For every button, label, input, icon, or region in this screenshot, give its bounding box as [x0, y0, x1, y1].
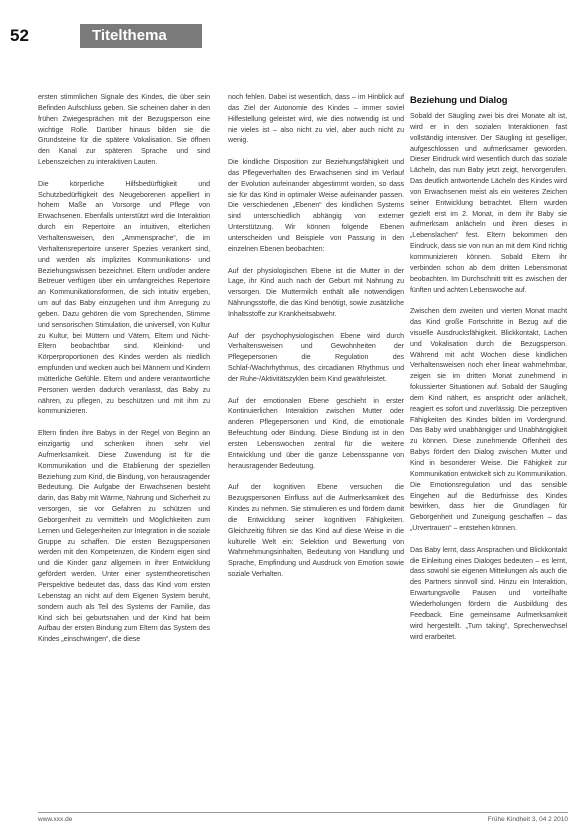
text-column-1 [38, 92, 210, 656]
footer-website: www.xxx.de [38, 816, 73, 823]
section-heading: Beziehung und Dialog [410, 94, 508, 105]
paragraph: Die kindliche Disposition zur Beziehungsfähigkeit und das Pflegeverhalten des Erwachsenen sind im Verlauf der Evolution aufeinander abgestimmt worden, so dass sie für das Kind in optimaler Weise aufeinander passen. Die verschiedenen „Ebenen“ des kindlichen Systems sind unterschiedlich abhängig von externer Unterstützung. Wir können folgende Ebenen unterscheiden und Beispiele von Passung in den einzelnen Ebenen beobachten: [228, 158, 404, 253]
paragraph: ersten stimmlichen Signale des Kindes, die über sein Befinden Aufschluss geben. Sie scheinen daher in den frühen Zwiegesprächen mit der Bezugsperson eine wichtige Rolle. Darüber hinaus bilden sie die Grundsteine für die spätere Vokalisation. Sie öffnen den Kanal zur späteren Sprache und sind Lebenszeichen zu interaktiven Lauten. [38, 93, 210, 167]
page-number: 52 [10, 26, 29, 45]
paragraph: Die körperliche Hilfsbedürftigkeit und Schutzbedürftigkeit des Neugeborenen appelliert in hohem Maße an Vorsorge und Pflege von Erwachsenen. Ebenfalls unterstützt wird die Interaktion durch ein Repertoire an intuitiven, elterlichen Verhaltensweisen, den „Ammensprache“, die im Verhaltensrepertoire unserer Spezies verankert sind, und werden als implizites Kommunikations- und Beziehungswissen bezeichnet. Eltern und/oder andere Betreuer verfügen über ein umfangreiches Repertoire an Kommunikationsformen, die sich intuitiv ergeben, um auf das Baby einzugehen und ihm Anregung zu geben. Dazu gehören die vom Sprechenden, Stimme und sensorischen Stimulation, die universell, von Kultur zu Kultur, bei Müttern und Vätern, Eltern und Nicht-Eltern beobachtbar sind. Kleinkind- und Körperproportionen des Kindes werden als niedlich empfunden und wecken auch bei Männern und Kindern mütterliche Gefühle. Eltern und andere verantwortliche Personen werden dadurch veranlasst, das Baby zu nähren, zu pflegen, zu beschützen und mit ihm zu kommunizieren. [38, 179, 210, 416]
paragraph: Eltern finden ihre Babys in der Regel von Beginn an einzigartig und schenken ihnen sehr viel Aufmerksamkeit. Diese Zuwendung ist für die Kommunikation und die Etablierung der speziellen Beziehung zum Kind, die Bindung, von herausragender Bedeutung. Die Aufgabe der Erwachsenen besteht darin, das Baby mit Wärme, Nahrung und Sicherheit zu versorgen, sie vor Gefahren zu schützen und Geborgenheit zu vermitteln und Möglichkeiten zum Lernen und Gelegenheiten zur Integration in die soziale Gruppe zu schaffen. Die ersten Bezugspersonen werden mit den Kompetenzen, die Kindern eigen sind und die Kinder ganz allgemein in ihrer Entwicklung gefördert werden. Unter einer systemtheoretischen Perspektive bedeutet das, dass das Kind vom ersten Lebenstag an nicht auf dem Eigenen System beruht, sondern auch als Teil des Systems der Familie, das Kind sich bei geburtsnahen und der Kind hat beim Aufbau der ersten Bindung zum Eltern das System des Kindes „einschwingen“, die diese [38, 429, 210, 644]
paragraph: noch fehlen. Dabei ist wesentlich, dass – im Hinblick auf das Ziel der Autonomie des Kindes – immer soviel Hilfestellung geleistet wird, wie dies notwendig ist und nie vieles ist – also nicht zu viel, aber auch nicht zu wenig. [228, 93, 404, 145]
paragraph: Auf der kognitiven Ebene versuchen die Bezugspersonen Einfluss auf die Aufmerksamkeit des Kindes zu nehmen. Sie stimulieren es und fördern damit die Entwicklung seiner kognitiven Fähigkeiten. Gleichzeitig führen sie das Kind auf diese Weise in die kulturelle Welt ein: Selektion und Bewertung von Wahrnehmungsinhalten, Bedeutung von Handlung und Sprache, Empfindung und Ausdruck von Emotion sowie soziale Verhalten. [228, 483, 404, 579]
text-column-2 [228, 92, 404, 591]
footer-issue: Frühe Kindheit 3, 04 2 2010 [487, 816, 568, 823]
paragraph: Auf der emotionalen Ebene geschieht in erster Kontinuierlichen Interaktion zwischen Mutter oder anderen Pflegepersonen und Kind, die emotionale Befeuchtung oder Bindung. Diese Bindung ist in den ersten Lebenswochen zentral für die weitere Entwicklung und über die ganze Lebensspanne von herausragender Bedeutung. [228, 396, 404, 470]
paragraph: Auf der psychophysiologischen Ebene wird durch Verhaltensweisen und Gewohnheiten der Pflegepersonen die Regulation des Schlaf-/Wachrhythmus, des circadianen Rhythmus und der Ruhe-/Aktivitätszyklen beim Kind gewährleistet. [228, 331, 404, 383]
paragraph: Sobald der Säugling zwei bis drei Monate alt ist, wird er in den sozialen Interaktionen fast vollständig intensiver. Der Säugling ist geselliger, aufgeschlossen und aufmerksamer geworden. Dieser Eindruck wird wesentlich durch das soziale Lächeln, das nun Baby jetzt zeigt, hervorgerufen. Das deutlich antwortende Lächeln des Kindes wird von Erwachsenen meist als ein weiteres Zeichen seiner Entwicklung betrachtet. Eltern wurden gezielt erst im 2. Monat, in dem ihr Baby sie aufmerksam anlächeln und ihren dieses in „Lebenslachen“ fest. Eltern bekommen den Eindruck, dass sie von nun an mit dem Kind richtig kommunizieren können. Sobald Eltern ihr verbinden schon ab dem dritten Lebensmonat beobachten. Im Durchschnitt tritt es zwischen der fünften und achten Lebenswoche auf. [410, 112, 567, 294]
paragraph: Auf der physiologischen Ebene ist die Mutter in der Lage, ihr Kind auch nach der Geburt mit Nahrung zu versorgen. Die Muttermilch enthält alle notwendigen Nährungsstoffe, die das Kind benötigt, sowie zusätzliche Inhaltsstoffe zur Krankheitsabwehr. [228, 266, 404, 318]
section-tab: Titelthema [80, 24, 202, 48]
paragraph: Zwischen dem zweiten und vierten Monat macht das Kind große Fortschritte in Bezug auf die visuelle Ausdrucksfähigkeit. Blickkontakt, Lachen und Vokalisation durch die Bezugsperson. Während mit acht Wochen diese kindlichen Verhaltensweisen noch eher linear wahrnehmbar, zeigen sie im dritten Monat zunehmend in fokussierter Situationen auf. Sobald der Säugling dem Kind nähert, es anspricht oder anlächelt, reagiert es sofort und zuverlässig. Die perzeptiven Fähigkeiten des Kindes bilden im Vordergrund. Das Baby wird unabhängiger und Unabhängigkeit zu können. Diese zunehmende Offenheit des Babys fördert den Dialog zwischen Mutter und Kind in besonderer Weise. Die Fähigkeit zur Kommunikation entwickelt sich zu Kommunikation. Die Emotionsregulation und das sensible Eingehen auf die Bedürfnisse des Kindes bewirken, dass hier die Grundlagen für Geborgenheit und Zuneigung geschaffen – das „Urvertrauen“ – entstehen können. [410, 307, 567, 533]
text-column-3 [410, 94, 567, 653]
paragraph: Das Baby lernt, dass Ansprachen und Blickkontakt die Einleitung eines Dialoges bedeuten – es lernt, dass sowohl sie eigenen Mitteilungen als auch die des Partners sinnvoll sind. Hinzu ein Interaktion, Erwartungsvolle Pausen und vorteilhafte Wiederholungen fördern die Ausbildung des Feedback. Eine gemeinsame Aufmerksamkeit wird hergestellt. „Turn taking“, Sprecherwechsel wird erarbeitet. [410, 545, 567, 641]
footer-divider [38, 812, 568, 813]
